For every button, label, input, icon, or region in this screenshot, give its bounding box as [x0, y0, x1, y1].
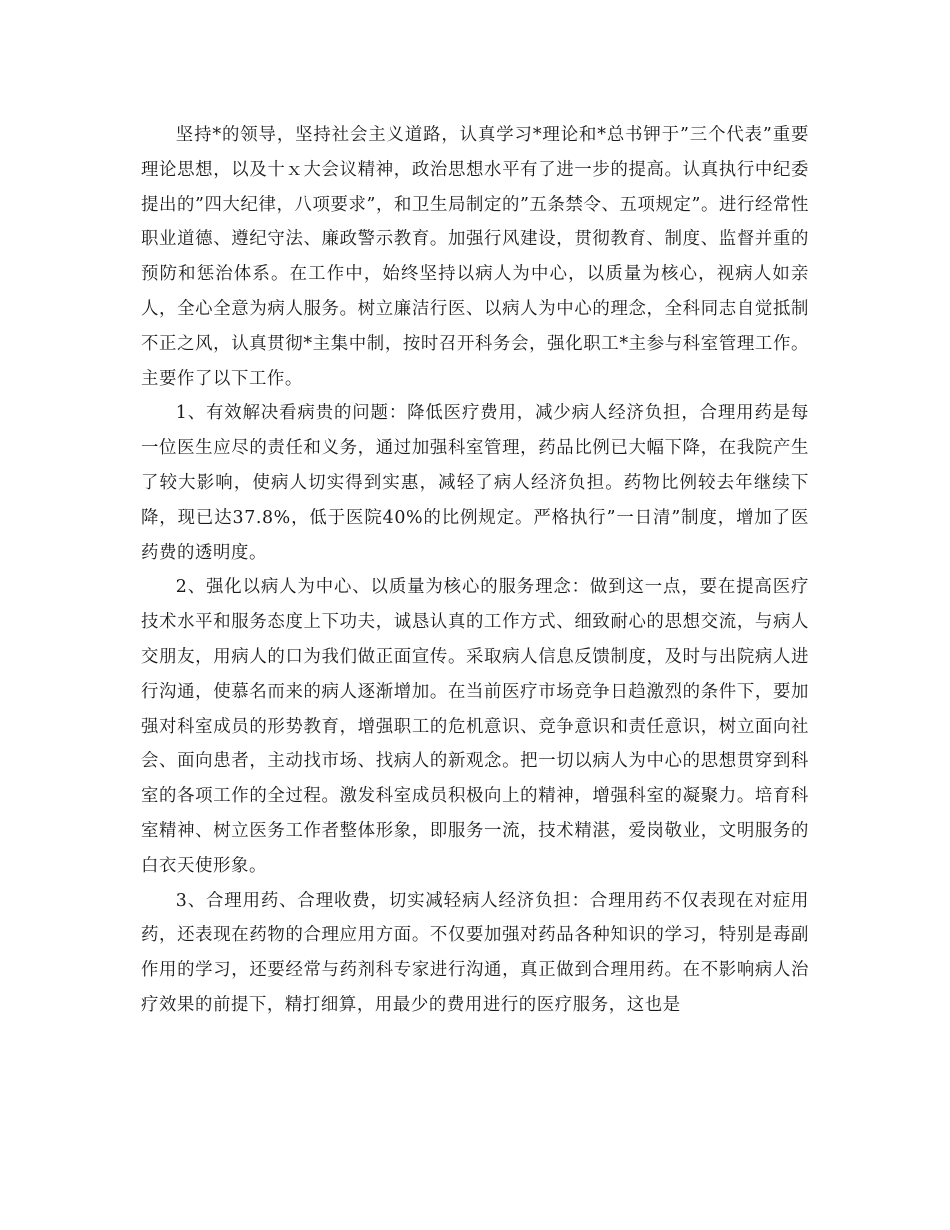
paragraph-item-1: 1、有效解决看病贵的问题：降低医疗费用，减少病人经济负担，合理用药是每一位医生应尽的责任和义务，通过加强科室管理，药品比例已大幅下降，在我院产生了较大影响，使病人切实得到实惠，减轻了病人经济负担。药物比例较去年继续下降，现已达37.8%，低于医院40%的比例规定。严格执行”一日清”制度，增加了医药费的透明度。: [141, 403, 809, 563]
document-body: [141, 118, 809, 1023]
paragraph-intro: 坚持*的领导，坚持社会主义道路，认真学习*理论和*总书钾于”三个代表”重要理论思想，以及十ｘ大会议精神，政治思想水平有了进一步的提高。认真执行中纪委提出的”四大纪律，八项要求”，和卫生局制定的”五条禁令、五项规定”。进行经常性职业道德、遵纪守法、廉政警示教育。加强行风建设，贯彻教育、制度、监督并重的预防和惩治体系。在工作中，始终坚持以病人为中心，以质量为核心，视病人如亲人，全心全意为病人服务。树立廉洁行医、以病人为中心的理念，全科同志自觉抵制不正之风，认真贯彻*主集中制，按时召开科务会，强化职工*主参与科室管理工作。主要作了以下工作。: [141, 125, 809, 389]
paragraph-item-3: 3、合理用药、合理收费，切实减轻病人经济负担：合理用药不仅表现在对症用药，还表现在药物的合理应用方面。不仅要加强对药品各种知识的学习，特别是毒副作用的学习，还要经常与药剂科专家进行沟通，真正做到合理用药。在不影响病人治疗效果的前提下，精打细算，用最少的费用进行的医疗服务，这也是: [141, 890, 809, 1015]
paragraph-item-2: 2、强化以病人为中心、以质量为核心的服务理念：做到这一点，要在提高医疗技术水平和服务态度上下功夫，诚恳认真的工作方式、细致耐心的思想交流，与病人交朋友，用病人的口为我们做正面宣传。采取病人信息反馈制度，及时与出院病人进行沟通，使慕名而来的病人逐渐增加。在当前医疗市场竞争日趋激烈的条件下，要加强对科室成员的形势教育，增强职工的危机意识、竞争意识和责任意识，树立面向社会、面向患者，主动找市场、找病人的新观念。把一切以病人为中心的思想贯穿到科室的各项工作的全过程。激发科室成员积极向上的精神，增强科室的凝聚力。培育科室精神、树立医务工作者整体形象，即服务一流，技术精湛，爱岗敬业，文明服务的白衣天使形象。: [141, 577, 809, 876]
